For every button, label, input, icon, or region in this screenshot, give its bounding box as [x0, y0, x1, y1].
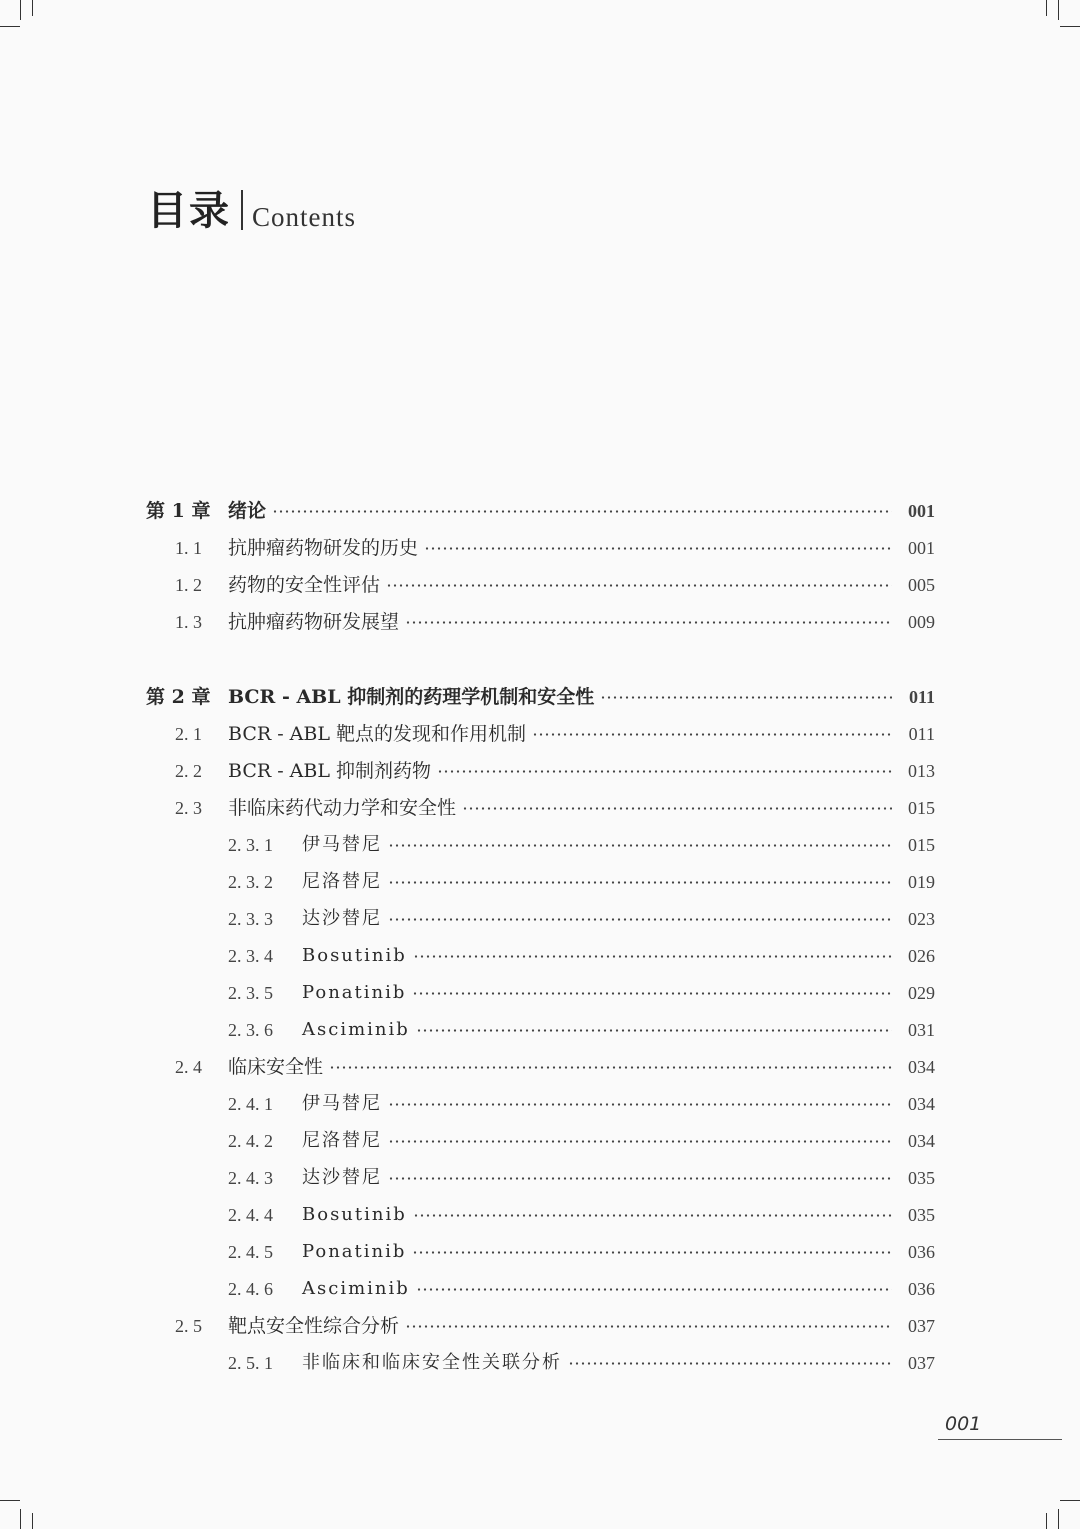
crop-mark-top-right — [1058, 0, 1059, 20]
toc-section-entry[interactable] — [0, 1345, 1080, 1381]
toc-entry-page: 009 — [908, 612, 935, 632]
toc-section-entry[interactable] — [0, 1308, 1080, 1344]
toc-entry-number: 1. 2 — [175, 575, 202, 595]
toc-entry-number: 2. 1 — [175, 724, 202, 744]
toc-entry-page: 015 — [908, 798, 935, 818]
toc-entry-page: 011 — [908, 724, 935, 744]
toc-entry-number: 2. 4. 4 — [228, 1205, 273, 1225]
toc-leader-dots — [413, 1214, 892, 1217]
toc-entry-title: 绪论 — [228, 493, 272, 529]
crop-mark-bottom-left — [20, 1509, 21, 1529]
toc-entry-title: 非临床和临床安全性关联分析 — [302, 1345, 568, 1381]
toc-entry-title: 靶点安全性综合分析 — [228, 1308, 405, 1344]
toc-section-entry[interactable] — [0, 1197, 1080, 1233]
toc-section-entry[interactable] — [0, 975, 1080, 1011]
toc-entry-title: Ponatinib — [302, 1234, 412, 1270]
toc-entry-page: 036 — [908, 1242, 935, 1262]
toc-section-entry[interactable] — [0, 1086, 1080, 1122]
toc-entry-page: 037 — [908, 1316, 935, 1336]
toc-entry-page: 013 — [908, 761, 935, 781]
toc-entry-title: BCR - ABL 抑制剂的药理学机制和安全性 — [228, 679, 600, 715]
toc-leader-dots — [272, 510, 892, 513]
toc-entry-number: 2. 3. 5 — [228, 983, 273, 1003]
toc-entry-number: 2. 4. 5 — [228, 1242, 273, 1262]
toc-entry-number: 2. 4 — [175, 1057, 202, 1077]
toc-entry-title: Ponatinib — [302, 975, 412, 1011]
toc-entry-page: 031 — [908, 1020, 935, 1040]
toc-leader-dots — [424, 547, 892, 550]
toc-section-entry[interactable] — [0, 827, 1080, 863]
toc-leader-dots — [388, 1177, 892, 1180]
toc-entry-number: 2. 4. 1 — [228, 1094, 273, 1114]
toc-entry-title: Bosutinib — [302, 938, 413, 974]
toc-section-entry[interactable] — [0, 790, 1080, 826]
toc-entry-page: 034 — [908, 1057, 935, 1077]
toc-section-entry[interactable] — [0, 938, 1080, 974]
toc-entry-title: 临床安全性 — [228, 1049, 329, 1085]
toc-entry-page: 011 — [908, 687, 935, 707]
toc-leader-dots — [532, 733, 892, 736]
toc-entry-page: 019 — [908, 872, 935, 892]
toc-entry-number: 2. 2 — [175, 761, 202, 781]
toc-entry-page: 005 — [908, 575, 935, 595]
toc-section-entry[interactable] — [0, 1160, 1080, 1196]
toc-section-entry[interactable] — [0, 1271, 1080, 1307]
crop-mark-bottom-right — [1046, 1513, 1047, 1529]
toc-entry-number: 2. 3. 3 — [228, 909, 273, 929]
toc-section-entry[interactable] — [0, 1123, 1080, 1159]
toc-entry-number: 2. 4. 3 — [228, 1168, 273, 1188]
toc-section-entry[interactable] — [0, 864, 1080, 900]
toc-leader-dots — [568, 1362, 892, 1365]
toc-entry-number: 2. 3. 2 — [228, 872, 273, 892]
crop-mark-top-right — [1060, 26, 1080, 27]
toc-entry-title: 抗肿瘤药物研发的历史 — [228, 530, 424, 566]
toc-entry-page: 001 — [908, 501, 935, 521]
crop-mark-top-left — [32, 0, 33, 16]
toc-entry-number: 2. 3 — [175, 798, 202, 818]
toc-entry-number: 2. 5. 1 — [228, 1353, 273, 1373]
toc-section-entry[interactable] — [0, 530, 1080, 566]
toc-entry-number: 2. 4. 6 — [228, 1279, 273, 1299]
toc-section-entry[interactable] — [0, 1049, 1080, 1085]
toc-entry-title: 伊马替尼 — [302, 1086, 388, 1122]
toc-leader-dots — [416, 1029, 892, 1032]
toc-leader-dots — [416, 1288, 892, 1291]
toc-entry-number: 2. 5 — [175, 1316, 202, 1336]
toc-entry-page: 034 — [908, 1131, 935, 1151]
toc-section-entry[interactable] — [0, 901, 1080, 937]
toc-entry-page: 036 — [908, 1279, 935, 1299]
toc-leader-dots — [388, 881, 892, 884]
toc-entry-title: 抗肿瘤药物研发展望 — [228, 604, 405, 640]
toc-entry-title: Asciminib — [302, 1012, 416, 1048]
crop-mark-bottom-left — [0, 1500, 20, 1501]
toc-entry-page: 034 — [908, 1094, 935, 1114]
crop-mark-top-right — [1046, 0, 1047, 16]
toc-section-entry[interactable] — [0, 1012, 1080, 1048]
toc-leader-dots — [462, 807, 892, 810]
toc-entry-page: 023 — [908, 909, 935, 929]
toc-entry-title: 伊马替尼 — [302, 827, 388, 863]
toc-entry-title: BCR - ABL 靶点的发现和作用机制 — [228, 716, 532, 752]
toc-entry-number: 1. 3 — [175, 612, 202, 632]
toc-chapter-entry[interactable] — [0, 493, 1080, 529]
crop-mark-top-left — [0, 26, 20, 27]
toc-chapter-entry[interactable] — [0, 679, 1080, 715]
page-title — [147, 188, 356, 234]
toc-leader-dots — [413, 955, 892, 958]
toc-entry-title: BCR - ABL 抑制剂药物 — [228, 753, 437, 789]
title-english: Contents — [252, 202, 357, 232]
toc-entry-page: 037 — [908, 1353, 935, 1373]
toc-entry-page: 001 — [908, 538, 935, 558]
toc-leader-dots — [405, 621, 892, 624]
toc-leader-dots — [388, 918, 892, 921]
toc-entry-page: 035 — [908, 1168, 935, 1188]
toc-leader-dots — [388, 1140, 892, 1143]
toc-section-entry[interactable] — [0, 753, 1080, 789]
toc-entry-page: 015 — [908, 835, 935, 855]
toc-entry-page: 029 — [908, 983, 935, 1003]
toc-leader-dots — [437, 770, 892, 773]
toc-entry-title: Bosutinib — [302, 1197, 413, 1233]
toc-entry-title: 非临床药代动力学和安全性 — [228, 790, 462, 826]
toc-leader-dots — [412, 992, 892, 995]
toc-leader-dots — [329, 1066, 892, 1069]
toc-entry-number: 2. 3. 4 — [228, 946, 273, 966]
crop-mark-bottom-right — [1060, 1500, 1080, 1501]
toc-entry-number: 2. 4. 2 — [228, 1131, 273, 1151]
toc-entry-title: 尼洛替尼 — [302, 1123, 388, 1159]
toc-leader-dots — [386, 584, 892, 587]
toc-entry-title: 达沙替尼 — [302, 1160, 388, 1196]
toc-entry-number: 1. 1 — [175, 538, 202, 558]
toc-leader-dots — [388, 1103, 892, 1106]
toc-entry-title: Asciminib — [302, 1271, 416, 1307]
toc-leader-dots — [600, 696, 892, 699]
toc-leader-dots — [388, 844, 892, 847]
toc-entry-title: 尼洛替尼 — [302, 864, 388, 900]
crop-mark-bottom-left — [32, 1513, 33, 1529]
toc-section-entry[interactable] — [0, 1234, 1080, 1270]
toc-entry-number: 2. 3. 1 — [228, 835, 273, 855]
toc-section-entry[interactable] — [0, 604, 1080, 640]
toc-entry-title: 药物的安全性评估 — [228, 567, 386, 603]
toc-entry-number: 第 1 章 — [146, 500, 211, 522]
folio-page-number: 001 — [945, 1413, 982, 1435]
crop-mark-top-left — [20, 0, 21, 20]
toc-entry-title: 达沙替尼 — [302, 901, 388, 937]
toc-section-entry[interactable] — [0, 567, 1080, 603]
toc-entry-number: 第 2 章 — [146, 686, 211, 708]
toc-entry-page: 026 — [908, 946, 935, 966]
title-divider — [241, 190, 243, 230]
title-chinese: 目录 — [147, 187, 231, 234]
toc-section-entry[interactable] — [0, 716, 1080, 752]
toc-entry-number: 2. 3. 6 — [228, 1020, 273, 1040]
folio-rule — [938, 1439, 1062, 1440]
crop-mark-bottom-right — [1058, 1509, 1059, 1529]
toc-leader-dots — [405, 1325, 892, 1328]
toc-leader-dots — [412, 1251, 892, 1254]
toc-entry-page: 035 — [908, 1205, 935, 1225]
